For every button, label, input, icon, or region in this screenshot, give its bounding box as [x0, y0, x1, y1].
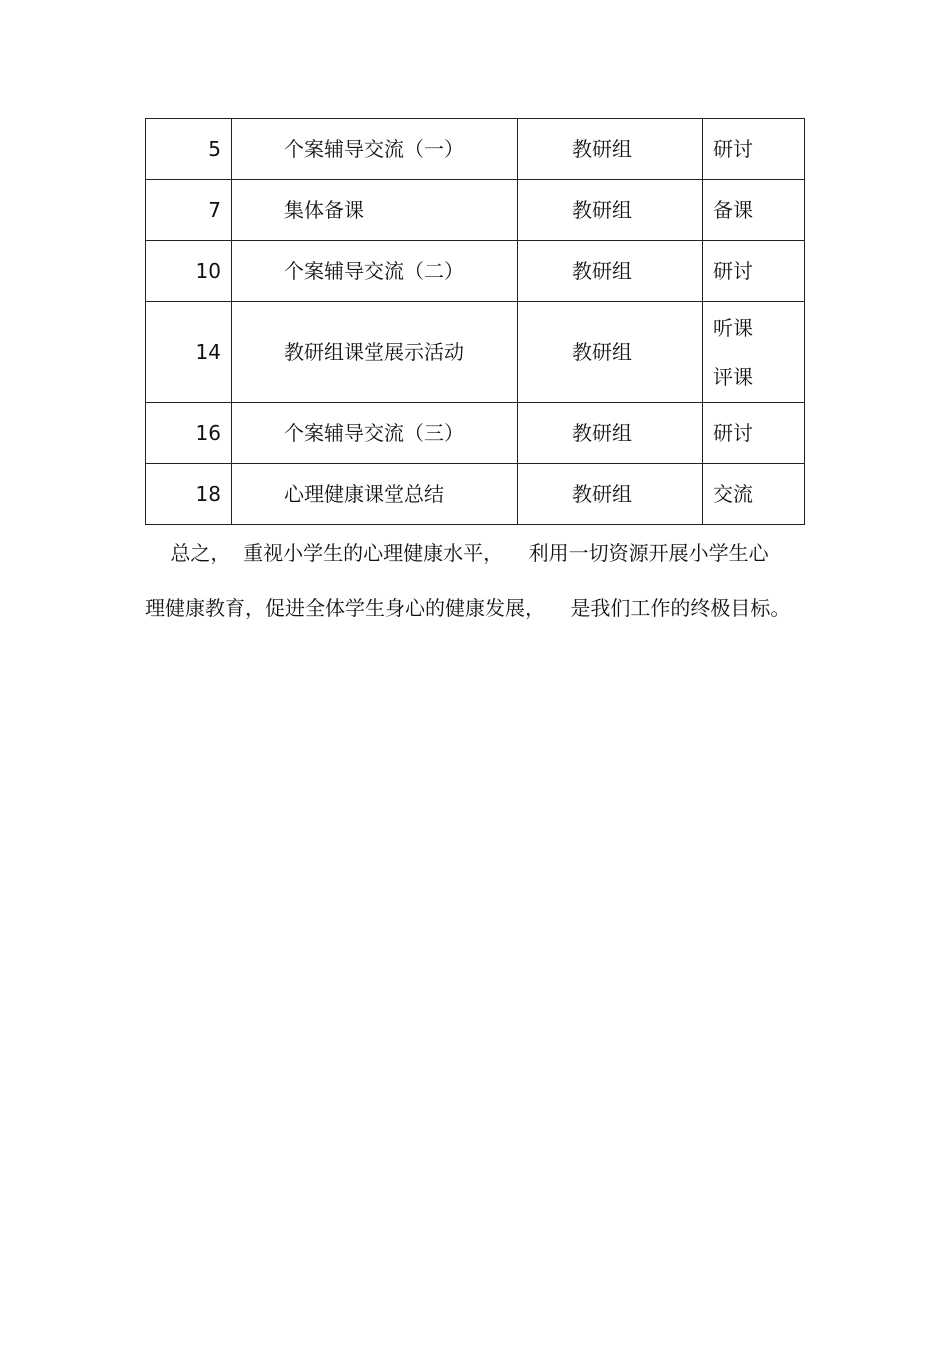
table-row [146, 403, 805, 464]
type-cell [703, 302, 805, 403]
organizer-cell: 教研组 [518, 464, 703, 525]
summary-paragraph-line-1: 总之， 重视小学生的心理健康水平， 利用一切资源开展小学生心 [145, 541, 769, 565]
activity-schedule-table [145, 118, 805, 525]
content-cell: 教研组课堂展示活动 [232, 302, 518, 403]
type-cell [703, 464, 805, 525]
table-row [146, 464, 805, 525]
summary-paragraph-line-2: 理健康教育，促进全体学生身心的健康发展， 是我们工作的终极目标。 [145, 596, 791, 620]
type-label: 评课 [713, 364, 753, 389]
organizer-cell: 教研组 [518, 403, 703, 464]
organizer-cell: 教研组 [518, 119, 703, 180]
organizer-cell: 教研组 [518, 302, 703, 403]
week-cell: 7 [146, 180, 232, 241]
type-label: 听课 [713, 315, 753, 340]
type-label: 研讨 [713, 259, 753, 283]
content-cell: 集体备课 [232, 180, 518, 241]
table-row [146, 180, 805, 241]
table-row [146, 302, 805, 403]
organizer-cell: 教研组 [518, 241, 703, 302]
content-cell: 心理健康课堂总结 [232, 464, 518, 525]
organizer-cell: 教研组 [518, 180, 703, 241]
week-cell: 10 [146, 241, 232, 302]
type-cell [703, 180, 805, 241]
content-cell: 个案辅导交流（一） [232, 119, 518, 180]
week-cell: 18 [146, 464, 232, 525]
table-row [146, 241, 805, 302]
content-cell: 个案辅导交流（二） [232, 241, 518, 302]
type-cell [703, 241, 805, 302]
table-row [146, 119, 805, 180]
week-cell: 14 [146, 302, 232, 403]
content-cell: 个案辅导交流（三） [232, 403, 518, 464]
week-cell: 5 [146, 119, 232, 180]
type-cell [703, 403, 805, 464]
type-label: 研讨 [713, 137, 753, 161]
type-label: 备课 [713, 198, 753, 222]
type-label: 交流 [713, 482, 753, 506]
week-cell: 16 [146, 403, 232, 464]
type-cell [703, 119, 805, 180]
type-label: 研讨 [713, 421, 753, 445]
